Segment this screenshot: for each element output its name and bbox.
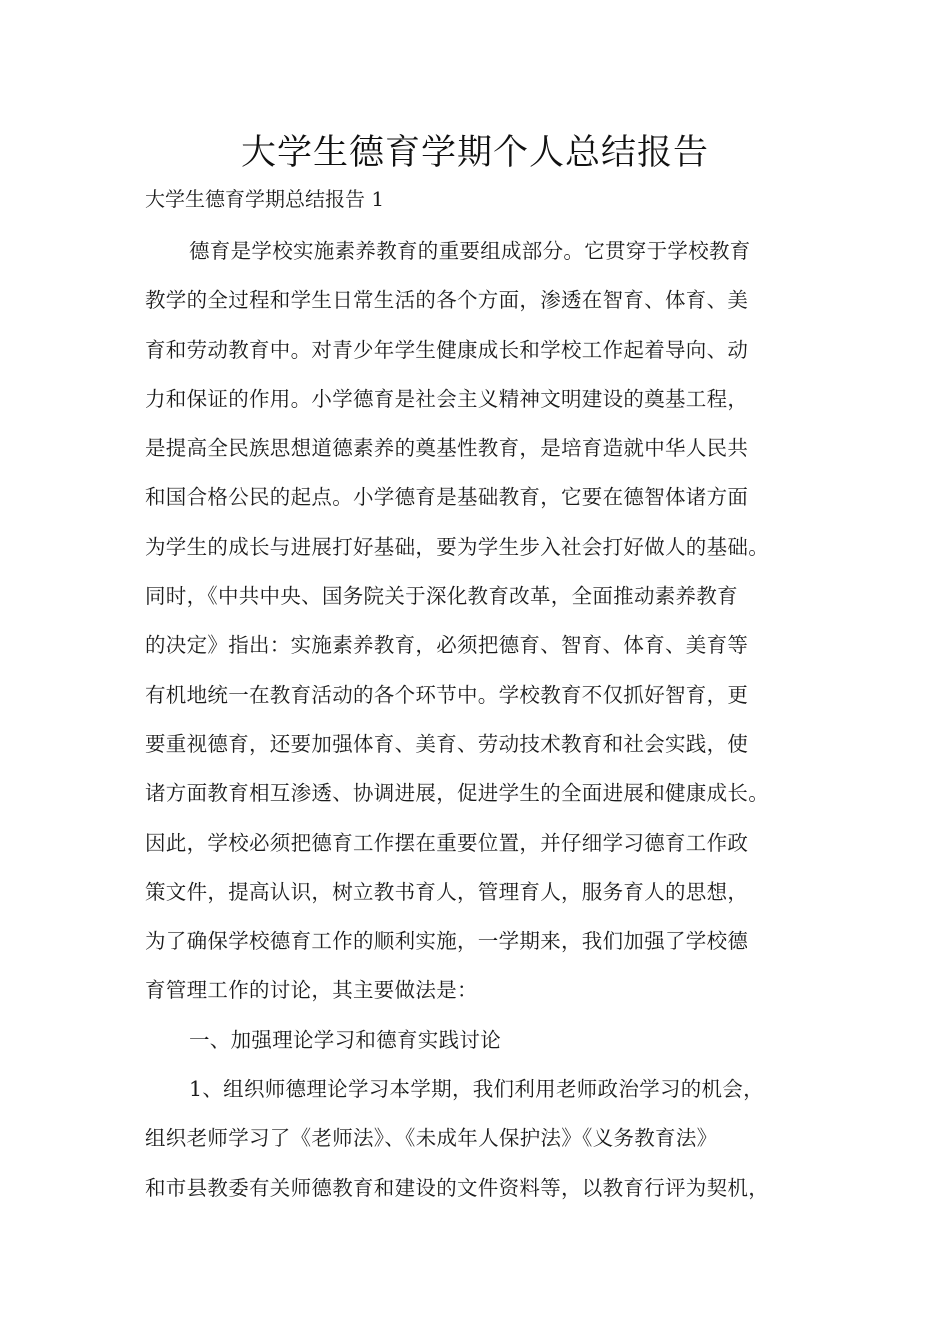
body-line: 有机地统一在教育活动的各个环节中。学校教育不仅抓好智育，更: [145, 682, 749, 707]
body-line: 组织老师学习了《老师法》、《未成年人保护法》《义务教育法》: [145, 1126, 718, 1151]
body-line: 和国合格公民的起点。小学德育是基础教育，它要在德智体诸方面: [145, 485, 749, 510]
document-subtitle: 大学生德育学期总结报告 1: [145, 187, 385, 211]
body-line: 和市县教委有关师德教育和建设的文件资料等，以教育行评为契机，: [145, 1175, 769, 1200]
document-title: 大学生德育学期个人总结报告: [240, 133, 709, 173]
body-line: 要重视德育，还要加强体育、美育、劳动技术教育和社会实践，使: [145, 731, 749, 756]
body-line: 育和劳动教育中。对青少年学生健康成长和学校工作起着导向、动: [145, 337, 749, 362]
body-line: 是提高全民族思想道德素养的奠基性教育，是培育造就中华人民共: [145, 436, 749, 461]
body-line: 因此，学校必须把德育工作摆在重要位置，并仔细学习德育工作政: [145, 830, 749, 855]
body-line: 同时，《中共中央、国务院关于深化教育改革，全面推动素养教育: [145, 584, 738, 609]
document-body: [145, 236, 825, 1222]
body-line: 策文件，提高认识，树立教书育人，管理育人，服务育人的思想，: [145, 879, 749, 904]
section-heading: 一、加强理论学习和德育实践讨论: [189, 1027, 501, 1052]
body-line: 诸方面教育相互渗透、协调进展，促进学生的全面进展和健康成长。: [145, 781, 769, 806]
body-line: 1、组织师德理论学习本学期，我们利用老师政治学习的机会，: [189, 1077, 764, 1102]
body-line: 为学生的成长与进展打好基础，要为学生步入社会打好做人的基础。: [145, 534, 769, 559]
body-line: 德育是学校实施素养教育的重要组成部分。它贯穿于学校教育: [189, 239, 751, 263]
body-line: 力和保证的作用。小学德育是社会主义精神文明建设的奠基工程，: [145, 386, 749, 411]
body-line: 教学的全过程和学生日常生活的各个方面，渗透在智育、体育、美: [145, 288, 749, 313]
body-line: 的决定》指出：实施素养教育，必须把德育、智育、体育、美育等: [145, 633, 749, 658]
body-line: 为了确保学校德育工作的顺利实施，一学期来，我们加强了学校德: [145, 929, 749, 954]
body-line: 育管理工作的讨论，其主要做法是：: [145, 978, 478, 1003]
